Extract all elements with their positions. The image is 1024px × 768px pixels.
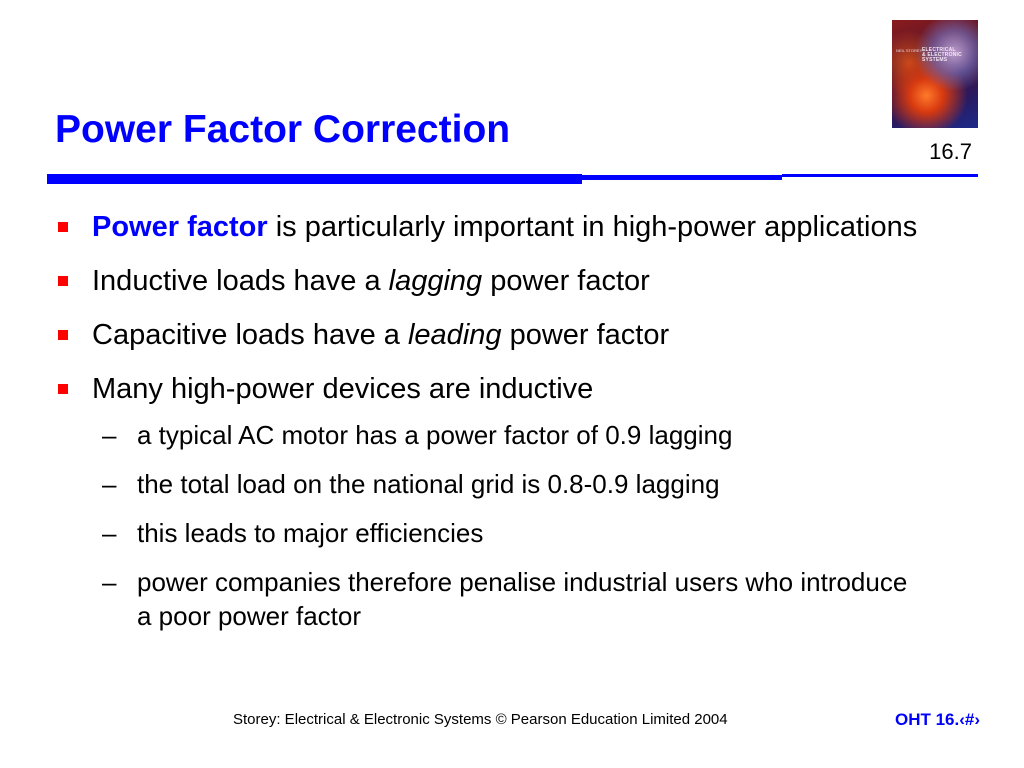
cover-author: NEIL STOREY — [896, 48, 923, 53]
square-bullet-icon — [58, 276, 68, 286]
book-cover-image — [892, 20, 978, 128]
bullet-item: Capacitive loads have a leading power factor — [55, 316, 955, 354]
footer-page-label: OHT 16.‹#› — [894, 710, 980, 729]
sub-bullet-item: – the total load on the national grid is 0.8-0.9 lagging — [102, 469, 720, 499]
square-bullet-icon — [58, 330, 68, 340]
square-bullet-icon — [58, 222, 68, 232]
slide-title: Power Factor Correction — [55, 108, 511, 151]
dash-bullet-icon: – — [102, 567, 117, 597]
bullet-list — [55, 208, 955, 648]
slide-number: 16.7 — [929, 139, 972, 164]
dash-bullet-icon: – — [102, 469, 117, 499]
bullet-item: Power factor is particularly important in high-power applications — [55, 208, 955, 246]
bullet-item: Many high-power devices are inductive — [55, 370, 955, 408]
square-bullet-icon — [58, 384, 68, 394]
bullet-item: Inductive loads have a lagging power factor — [55, 262, 955, 300]
dash-bullet-icon: – — [102, 420, 117, 450]
sub-bullet-item: – a typical AC motor has a power factor of 0.9 lagging — [102, 420, 733, 450]
sub-bullet-item: – power companies therefore penalise industrial users who introduce a poor power factor — [102, 567, 908, 631]
footer-credit: Storey: Electrical & Electronic Systems © Pearson Education Limited 2004 — [233, 711, 728, 728]
sub-bullet-item: – this leads to major efficiencies — [102, 518, 484, 548]
cover-title: ELECTRICAL & ELECTRONIC SYSTEMS — [922, 47, 962, 63]
dash-bullet-icon: – — [102, 518, 117, 548]
